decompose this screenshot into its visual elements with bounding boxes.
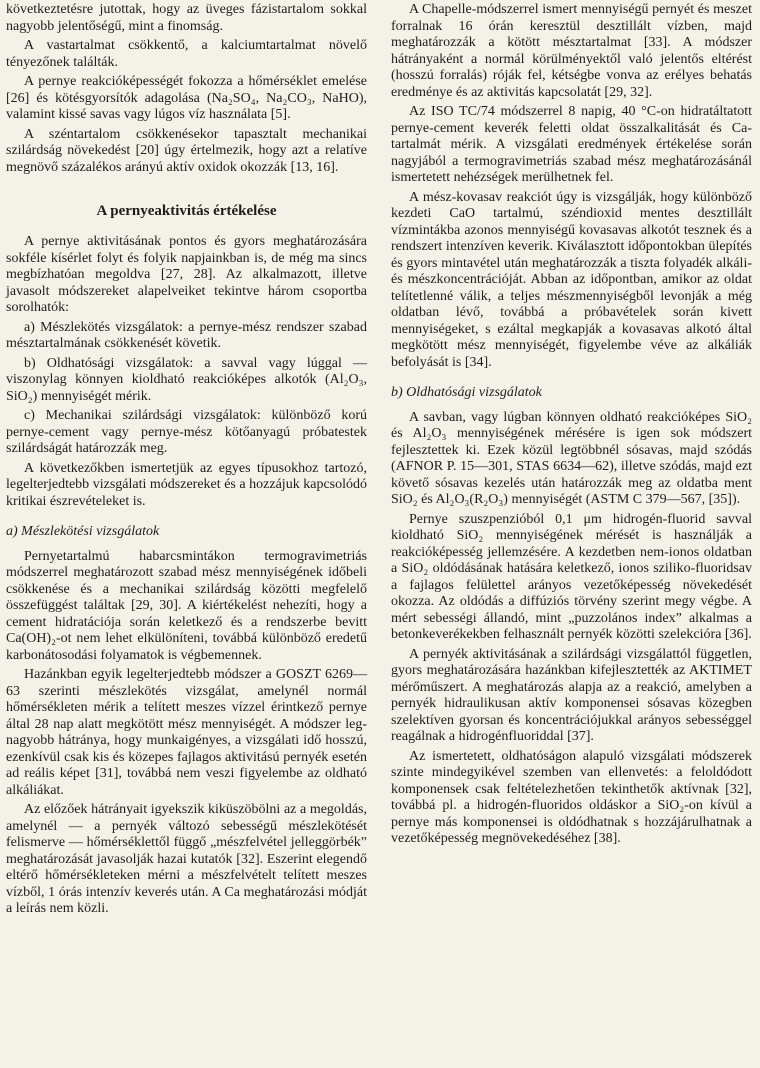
paragraph: Pernyetartalmú habarcsmintákon termogravimetriás módszerrel meghatározott szabad mész mennyiségének időbeli csökkenése és a mechanikai szilárdság közötti megfelelő összefüggést találtak [29, 30]. A kiértékelést nehezíti, hogy a cement hidratációja során keletkező és a rendszerbe bevitt Ca(OH)₂-ot nem lehet elkülöníteni, továbbá különböző eredetű karbonátosodási folyamatok is végbemennek. [6,548,367,663]
paragraph: Az előzőek hátrányait igyekszik kiküszöbölni az a megoldás, amelynél — a pernyék változó sebességű mészlekötését felismerve — hőmérséklettől függő „mészfelvétel jelleggörbék” meghatározását javasolják hazai kutatók [32]. Eszerint elegendő eltérő hőmérsékleteken mérni a mészfelvételt telített meszes vízből, 1 órás intenzív keverés után. A Ca meghatározási módját a leírás nem közli. [6,802,367,916]
paragraph: Pernye szuszpenzióból 0,1 μm hidrogén-fluorid savval kioldható SiO₂ mennyiségének mérését is használják a reakcióképesség jellemzésére. A kezdetben nem-ionos oldatban a SiO₂ oldódásának hatására keletkező, ionos sziliko-fluoridsav a fajlagos felülettel arányos vezetőképesség növekedését okozza. Az oldódás a diffúziós törvény szerint megy végbe. A mért sebességi állandó, mint „puzzolános index” alkalmas a betonkeverékekben felhasznált pernyék közötti szelekcióra [36]. [391,511,752,642]
subsection-title: b) Oldhatósági vizsgálatok [391,385,542,400]
right-column [391,2,752,1068]
paragraph: A következőkben ismertetjük az egyes típusokhoz tartozó, legelterjedtebb vizsgálati módszereket és a hozzájuk kapcsolódó kritikai észrevételeket is. [6,460,367,509]
paragraph: A vastartalmat csökkentő, a kalciumtartalmat növelő tényezőnek találták. [6,38,367,70]
paragraph: A széntartalom csökkenésekor tapasztalt mechanikai szilárdság növekedést [20] úgy értelmezik, hogy azt a relatíve megnövő százalékos arányú aktív oxidok okozzák [13, 16]. [6,126,367,175]
list-item: b) Oldhatósági vizsgálatok: a savval vagy lúggal — viszonylag könnyen kioldható reakcióképes alkotók (Al₂O₃, SiO₂) mennyiségét mérik. [6,355,367,404]
paragraph: Hazánkban egyik legelterjedtebb módszer a GOSZT 6269—63 szerinti mészlekötés vizsgálat, amelynél normál hőmérsékleten mérik a telített meszes vízzel érintkező pernye által 28 nap alatt megkötött mész mennyiségét. A módszer legnagyobb hátránya, hogy munkaigényes, a vizsgálati idő hosszú, ezenkívül csak kis és közepes fajlagos aktivitású pernyék esetén ad reális képet [31], továbbá nem veszi figyelembe az oldható alkáliákat. [6,667,367,798]
paragraph: Az ismertetett, oldhatóságon alapuló vizsgálati módszerek szinte mindegyikével szemben van ellenvetés: a feloldódott komponensek csak feltételezhetően tekinthetők aktívnak [32], továbbá pl. a hidrogén-fluoridos oldáskor a SiO₂-on kívül a pernye más komponensei is oldódhatnak s hozzájárulhatnak a vezetőképesség megnövekedéséhez [38]. [391,748,752,846]
paragraph: A Chapelle-módszerrel ismert mennyiségű pernyét és meszet forralnak 16 órán keresztül desztillált vízben, majd meghatározzák a kötött mésztartalmat [33]. A módszer hátrányaként a normál körülményektől való jelentős eltérést (hosszú forralás) róják fel, kétségbe vonva az erélyes behatás eredménye és az aktivitás kapcsolatát [29, 32]. [391,2,752,100]
paragraph: A savban, vagy lúgban könnyen oldható reakcióképes SiO₂ és Al₂O₃ mennyiségének mérésére is igen sok módszert fejlesztettek ki. Ezek közül legtöbbnél sósavas, majd szódás (AFNOR P. 15—301, STAS 6634—62), illetve szódás, majd ezt követő sósavas kezelés után határozzák meg az oldatba ment SiO₂ és Al₂O₃(R₂O₃) mennyiségét (ASTM C 379—567, [35]). [391,409,752,507]
paragraph: következtetésre jutottak, hogy az üveges fázistartalom sokkal nagyobb jelentőségű, mint a finomság. [6,2,367,34]
paragraph: A pernyék aktivitásának a szilárdsági vizsgálattól független, gyors meghatározására hazánkban kifejlesztették az AKTIMET mérőműszert. A meghatározás alapja az a reakció, amelyben a pernyék hidraulikusan aktív komponensei sósavas közegben szelektíven gyorsan és koncentrációjukkal arányos sebességgel reagálnak a hidrogénfluoriddal [37]. [391,646,752,744]
paragraph: A pernye aktivitásának pontos és gyors meghatározására sokféle kísérlet folyt és folyik napjainkban is, de még ma sincs megbízhatóan megoldva [27, 28]. Az alkalmazott, illetve javasolt módszereket alapelveiket tekintve három csoportba sorolhatók: [6,234,367,315]
left-column [6,2,367,1068]
paragraph: Az ISO TC/74 módszerrel 8 napig, 40 °C-on hidratáltatott pernye-cement keverék feletti oldat összalkalitását és Ca-tartalmát mérik. A vizsgálati eredmények értékelése során nagyjából a termogravimetriás szabad mész meghatározásánál ismertetett nehézségek merülhetnek fel. [391,104,752,185]
section-title: A pernyeaktivitás értékelése [96,203,277,219]
subsection-title: a) Mészlekötési vizsgálatok [6,524,160,539]
paragraph: A mész-kovasav reakciót úgy is vizsgálják, hogy különböző kezdeti CaO tartalmú, széndioxid mentes desztillált vízmintákba azonos mennyiségű kovasavas alkotót tesznek és a rendszert intenzíven keverik. Kiválasztott időpontokban ülepítés és gyors mintavétel után meghatározzák a tiszta folyadék alkáli- és mészkoncentrációját. Abban az időpontban, amikor az oldat telítetlenné válik, a teljes mészmennyiségből levonják a még oldatban lévő, továbbá a próbavételek során kivett mennyiségeket, s ezáltal megkapják a kovasavas alkotó által megkötött mész mennyiségét, figyelembe véve az alkáliák befolyását is [34]. [391,189,752,370]
list-item: a) Mészlekötés vizsgálatok: a pernye-mész rendszer szabad mésztartalmának csökkenését követik. [6,319,367,351]
paragraph: A pernye reakcióképességét fokozza a hőmérséklet emelése [26] és kötésgyorsítók adagolása (Na₂SO₄, Na₂CO₃, NaHO), valamint kissé savas vagy lúgos víz használata [5]. [6,74,367,122]
list-item: c) Mechanikai szilárdsági vizsgálatok: különböző korú pernye-cement vagy pernye-mész kötőanyagú próbatestek szilárdságát határozzák meg. [6,408,367,456]
